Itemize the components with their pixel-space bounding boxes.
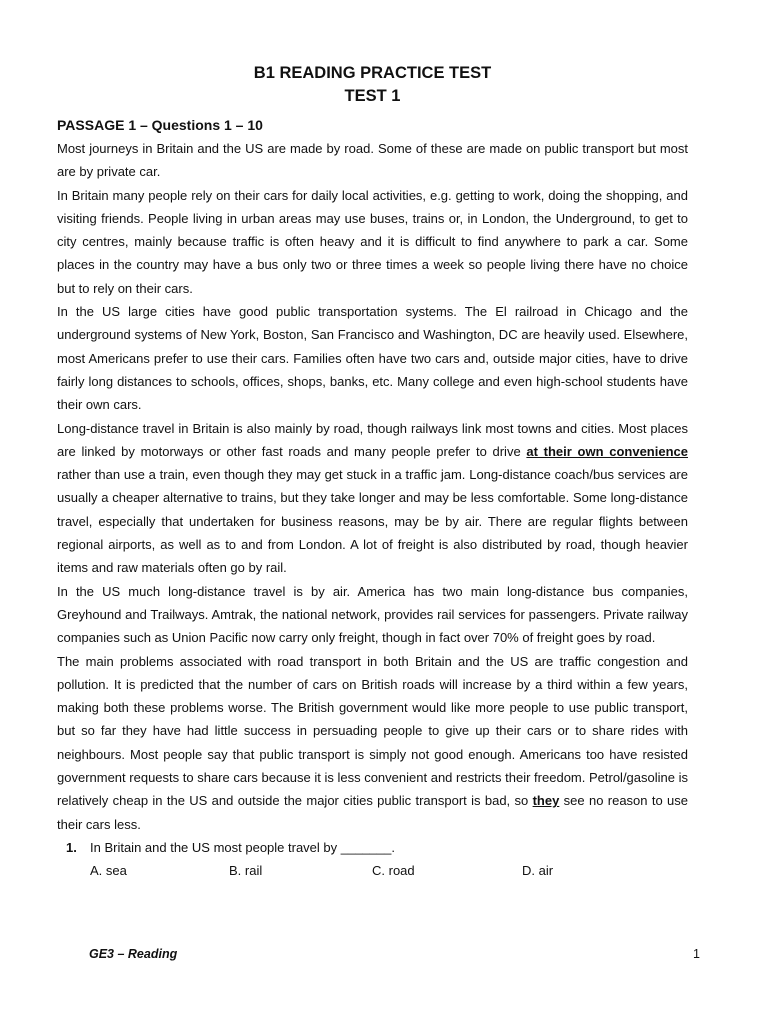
document-page (57, 62, 688, 883)
question-number: 1. (66, 839, 77, 855)
paragraph-6-part-b: see no reason to use their cars less. (57, 793, 689, 832)
option-a[interactable]: A. sea (90, 863, 127, 879)
paragraph-5: In the US much long-distance travel is by air. America has two main long-distance bus companies, Greyhound and Trailways. Amtrak, the national network, provides rail services for passengers. Private railway companies such as Union Pacific now carry only freight, though in fact over 70% of freight goes by road. (57, 583, 688, 646)
passage-heading: PASSAGE 1 – Questions 1 – 10 (57, 117, 263, 133)
paragraph-2: In Britain many people rely on their cars for daily local activities, e.g. getting to work, doing the shopping, and visiting friends. People living in urban areas may use buses, trains or, in London, the Underground, to get to city centres, mainly because traffic is often heavy and it is difficult to find anywhere to park a car. Some places in the country may have a bus only two or three times a week so people living there have no choice but to rely on their cars. (57, 187, 688, 296)
option-c[interactable]: C. road (372, 863, 415, 879)
paragraph-4-part-b: rather than use a train, even though they may get stuck in a traffic jam. Long-distance coach/bus services are usually a cheaper alternative to trains, but they take longer and may be less comfortable. Some long-distance travel, especially that undertaken for business reasons, may be by air. There are regular flights between regional airports, as well as to and from London. A lot of freight is also distributed by road, though heavier items and raw materials often go by rail. (57, 467, 688, 576)
option-d[interactable]: D. air (522, 863, 554, 879)
highlighted-phrase: at their own convenience (526, 443, 688, 459)
paragraph-3: In the US large cities have good public transportation systems. The El railroad in Chicago and the underground systems of New York, Boston, San Francisco and Washington, DC are heavily used. Elsewhere, most Americans prefer to use their cars. Families often have two cars and, outside major cities, have to drive fairly long distances to schools, offices, shops, banks, etc. Many college and even high-school students have their own cars. (57, 304, 688, 413)
option-b[interactable]: B. rail (229, 863, 263, 879)
page-title: B1 READING PRACTICE TEST (253, 64, 492, 82)
paragraph-6 (57, 650, 688, 836)
highlighted-word: they (532, 793, 560, 809)
question-1-options (57, 859, 688, 882)
question-1 (57, 836, 688, 859)
page-number: 1 (693, 947, 700, 961)
footer-label: GE3 – Reading (89, 947, 178, 961)
paragraph-4 (57, 417, 688, 580)
paragraph-4-part-a: Long-distance travel in Britain is also mainly by road, though railways link most towns and cities. Most places are linked by motorways or other fast roads and many people prefer to drive (57, 420, 688, 459)
test-title: TEST 1 (344, 87, 401, 105)
paragraph-1: Most journeys in Britain and the US are made by road. Some of these are made on public transport but most are by private car. (57, 141, 688, 180)
question-text: In Britain and the US most people travel by _______. (90, 839, 395, 855)
paragraph-6-part-a: The main problems associated with road transport in both Britain and the US are traffic congestion and pollution. It is predicted that the number of cars on British roads will increase by a third within a few years, making both these problems worse. The British government would like more people to use public transport, but so far they have had little success in persuading people to give up their cars or to share rides with neighbours. Most people say that public transport is simply not good enough. Americans too have resisted government requests to share cars because it is less convenient and restricts their freedom. Petrol/gasoline is relatively cheap in the US and outside the major cities public transport is bad, so (57, 653, 688, 809)
